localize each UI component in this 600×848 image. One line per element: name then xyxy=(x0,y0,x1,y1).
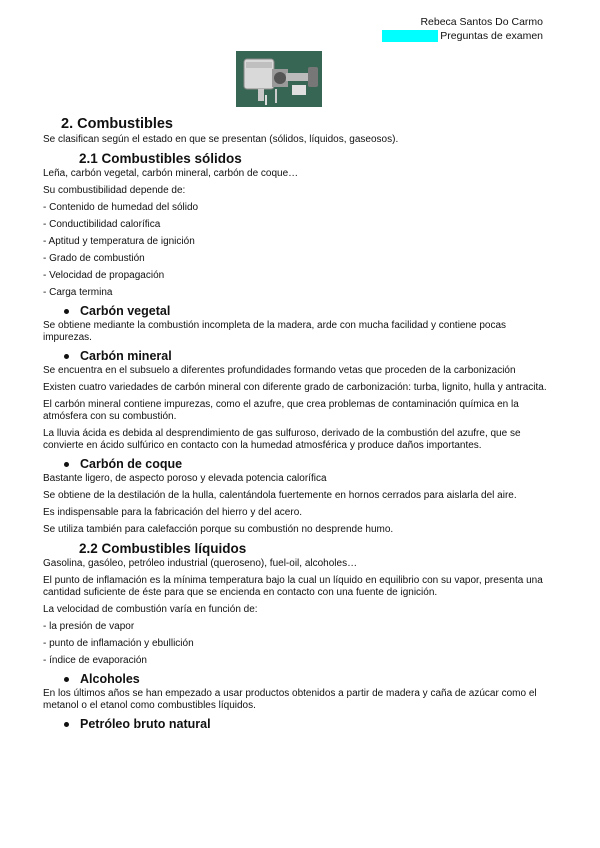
list-item: - Carga termina xyxy=(43,287,113,298)
paragraph: Se encuentra en el subsuelo a diferentes profundidades formando vetas que proceden de la carbonización xyxy=(43,365,516,376)
paragraph: Gasolina, gasóleo, petróleo industrial (queroseno), fuel-oil, alcoholes… xyxy=(43,558,358,569)
header-author: Rebeca Santos Do Carmo xyxy=(420,16,543,28)
paragraph: La lluvia ácida es debida al desprendimiento de gas sulfuroso, derivado de la combustión del azufre, que se convierte en ácido sulfúrico en contacto con la humedad atmosférica y produce daños importantes. xyxy=(43,428,521,451)
paragraph: La velocidad de combustión varía en función de: xyxy=(43,604,258,615)
list-item: - Contenido de humedad del sólido xyxy=(43,202,199,213)
heading-carbon-mineral xyxy=(64,349,548,363)
paragraph: El carbón mineral contiene impurezas, como el azufre, que crea problemas de contaminación química en la atmósfera con su combustión. xyxy=(43,399,519,422)
paragraph: Leña, carbón vegetal, carbón mineral, carbón de coque… xyxy=(43,168,299,179)
paragraph: Su combustibilidad depende de: xyxy=(43,185,186,196)
list-item: - Grado de combustión xyxy=(43,253,145,264)
list-item: - la presión de vapor xyxy=(43,621,135,632)
list-item: - índice de evaporación xyxy=(43,655,147,666)
bullet-icon xyxy=(64,677,69,682)
heading-label: Petróleo bruto natural xyxy=(80,717,211,731)
paragraph: Existen cuatro variedades de carbón mineral con diferente grado de carbonización: turba, lignito, hulla y antracita. xyxy=(43,382,547,393)
paragraph: Se utiliza también para calefacción porque su combustión no desprende humo. xyxy=(43,524,394,535)
section-title: 2. Combustibles xyxy=(61,116,173,132)
heading-label: Carbón mineral xyxy=(80,349,172,363)
subsection-title-liquidos: 2.2 Combustibles líquidos xyxy=(79,541,247,556)
bullet-icon xyxy=(64,354,69,359)
paragraph: Es indispensable para la fabricación del hierro y del acero. xyxy=(43,507,303,518)
heading-alcoholes xyxy=(64,672,548,686)
bullet-icon xyxy=(64,722,69,727)
bullet-icon xyxy=(64,462,69,467)
heading-label: Alcoholes xyxy=(80,672,140,686)
section-intro: Se clasifican según el estado en que se presentan (sólidos, líquidos, gaseosos). xyxy=(43,134,399,145)
heading-label: Carbón de coque xyxy=(80,457,183,471)
header-subtitle-row xyxy=(382,30,543,42)
list-item: - Aptitud y temperatura de ignición xyxy=(43,236,195,247)
heading-carbon-coque xyxy=(64,457,548,471)
heading-label: Carbón vegetal xyxy=(80,304,171,318)
list-item: - punto de inflamación y ebullición xyxy=(43,638,194,649)
list-item: - Velocidad de propagación xyxy=(43,270,165,281)
header-subtitle: Preguntas de examen xyxy=(440,30,543,42)
paragraph: El punto de inflamación es la mínima temperatura bajo la cual un líquido en equilibrio con su vapor, presenta una cantidad suficiente de éste para que se encienda en contacto con una fuente de ignición. xyxy=(43,575,543,598)
list-item: - Conductibilidad calorífica xyxy=(43,219,161,230)
heading-petroleo xyxy=(64,717,548,731)
bullet-icon xyxy=(64,309,69,314)
paragraph: Se obtiene mediante la combustión incompleta de la madera, arde con mucha facilidad y contiene pocas impurezas. xyxy=(43,320,507,343)
heading-carbon-vegetal xyxy=(64,304,548,318)
paragraph: Se obtiene de la destilación de la hulla, calentándola fuertemente en hornos cerrados para aislarla del aire. xyxy=(43,490,517,501)
burner-machine-icon xyxy=(236,51,322,107)
subsection-title-solidos: 2.1 Combustibles sólidos xyxy=(79,151,242,166)
paragraph: En los últimos años se han empezado a usar productos obtenidos a partir de madera y caña de azúcar como el metanol o el etanol como combustibles líquidos. xyxy=(43,688,537,711)
document-body xyxy=(43,116,548,733)
highlight-mark xyxy=(382,30,438,42)
paragraph: Bastante ligero, de aspecto poroso y elevada potencia calorífica xyxy=(43,473,327,484)
